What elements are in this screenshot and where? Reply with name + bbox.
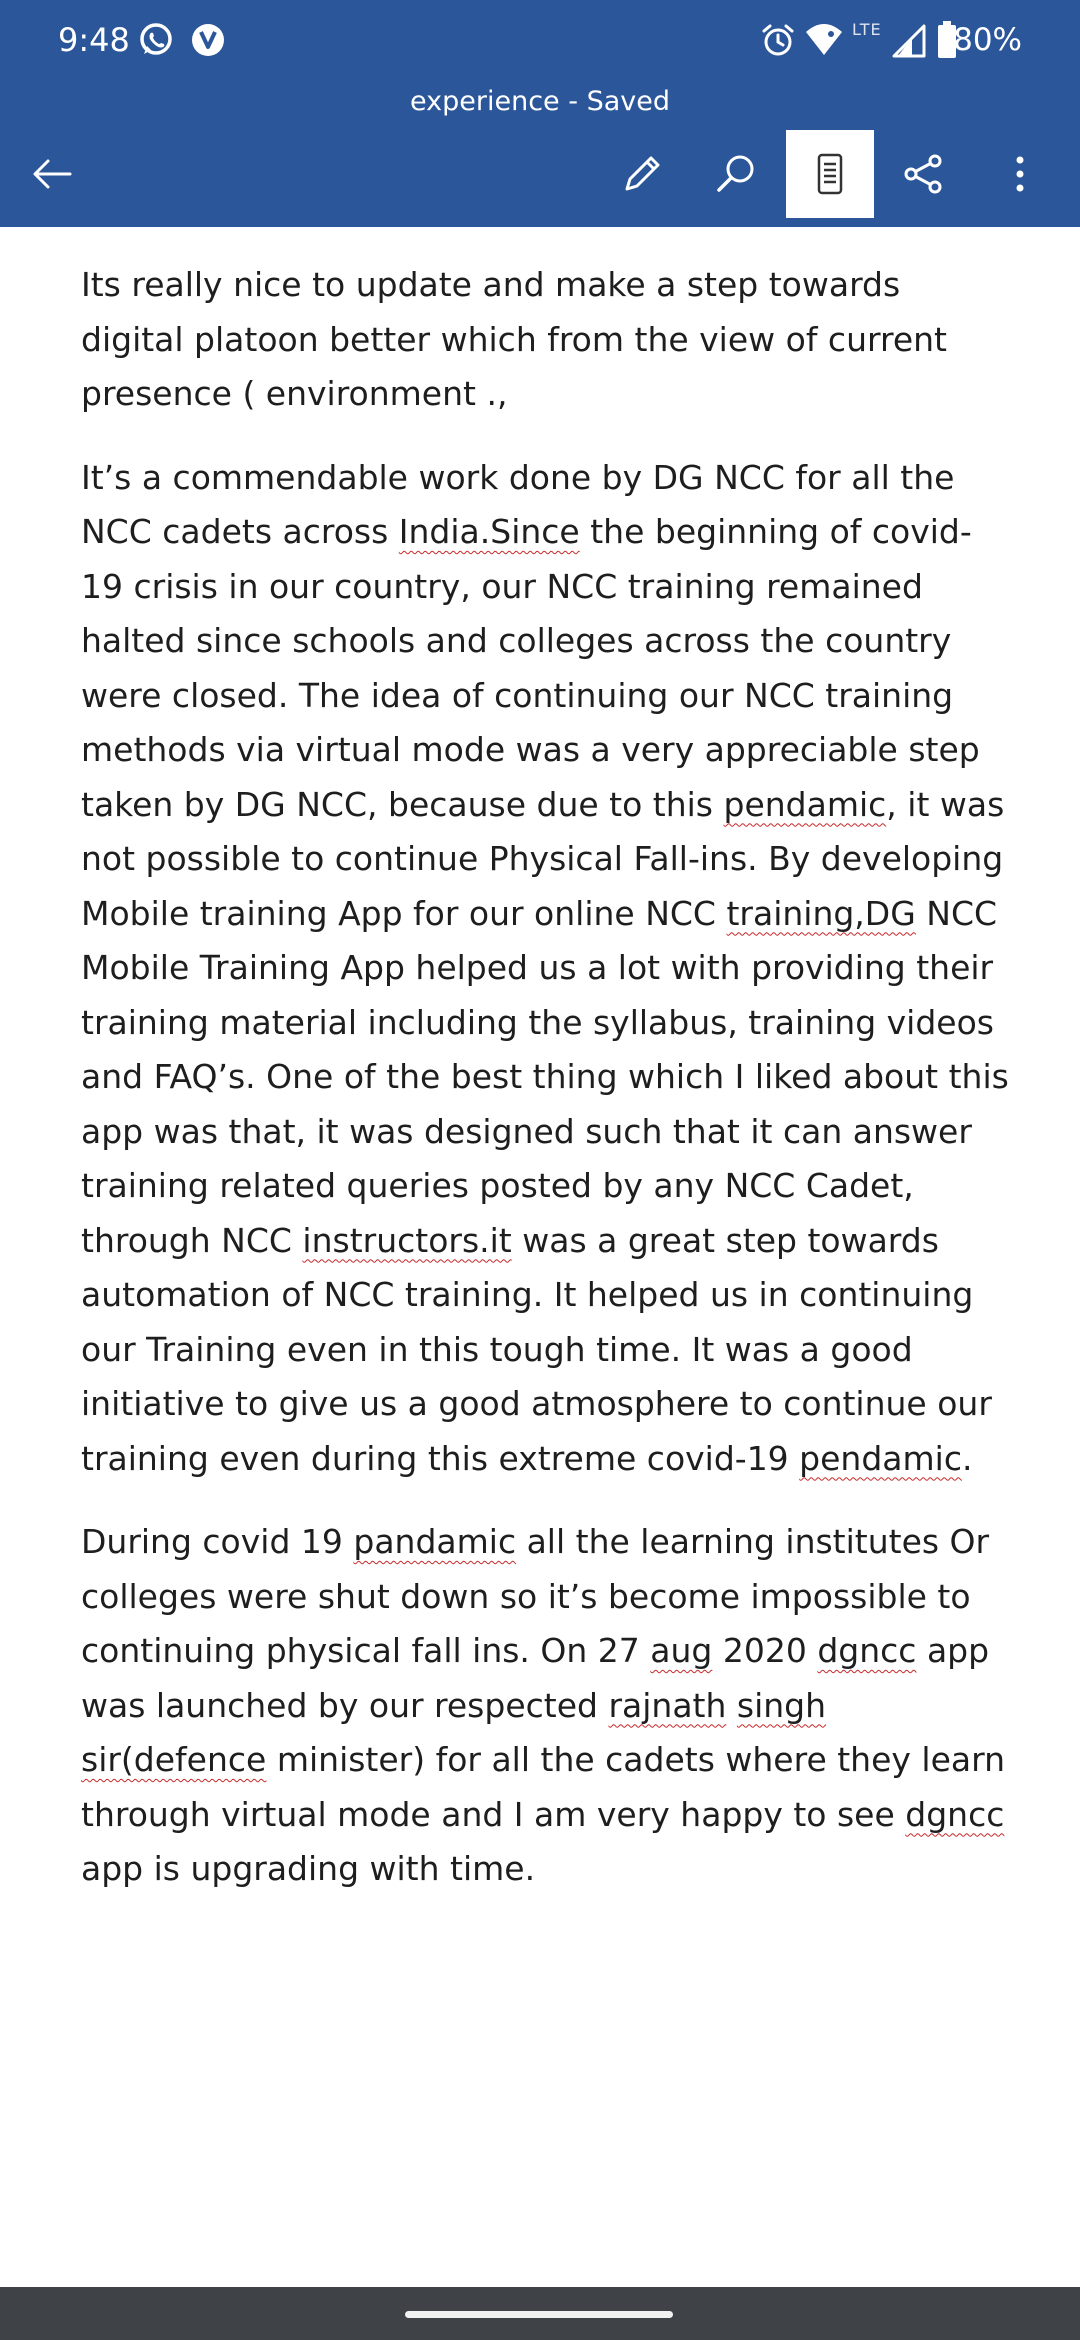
toolbar bbox=[0, 130, 1080, 222]
paragraph-1[interactable] bbox=[81, 258, 1011, 422]
app-header bbox=[0, 0, 1080, 227]
misspelled-word[interactable]: pendamic bbox=[723, 784, 887, 824]
text-run: NCC Mobile Training App helped us a lot with providing their training material including the syllabus, training videos and FAQ’s. One of the best thing which I liked about this app was that, it was designed such that it can answer training related queries posted by any NCC Cadet, through NCC bbox=[81, 893, 1009, 1260]
text-run: It’s a commendable work done by DG NCC for all the NCC cadets across bbox=[81, 457, 955, 551]
misspelled-word[interactable]: dgncc bbox=[817, 1631, 917, 1670]
whatsapp-icon bbox=[136, 20, 176, 60]
misspelled-word[interactable]: pendamic bbox=[799, 1438, 962, 1478]
text-run: app was launched by our respected bbox=[81, 1631, 990, 1725]
text-run: . bbox=[961, 1438, 973, 1478]
misspelled-word[interactable]: training,DG bbox=[726, 893, 916, 933]
text-run bbox=[726, 1686, 737, 1725]
text-run: all the learning institutes Or colleges were shut down so it’s become impossible to continuing physical fall ins. On 27 bbox=[81, 1522, 990, 1670]
misspelled-word[interactable]: aug bbox=[650, 1631, 713, 1670]
pencil-edit-icon bbox=[620, 152, 664, 196]
mobile-view-button[interactable] bbox=[786, 130, 874, 218]
text-run: , it was not possible to continue Physical Fall-ins. By developing Mobile training App for our online NCC bbox=[81, 784, 1005, 933]
document-title: experience - Saved bbox=[410, 86, 670, 117]
battery-percent: 80% bbox=[953, 22, 1022, 58]
status-icons-right bbox=[760, 0, 1080, 80]
system-navigation-bar bbox=[0, 2287, 1080, 2340]
misspelled-word[interactable]: dgncc bbox=[905, 1794, 1005, 1834]
signal-icon bbox=[892, 24, 926, 58]
text-run: Its really nice to update and make a step towards digital platoon better which from the view of current presence ( environment ., bbox=[81, 265, 947, 413]
text-run: was a great step towards automation of NCC training. It helped us in continuing our Training even in this tough time. It was a good initiative to give us a good atmosphere to continue our training even during this extreme covid-19 bbox=[81, 1220, 992, 1478]
text-run: During covid 19 bbox=[81, 1522, 354, 1561]
document-text[interactable] bbox=[81, 258, 1011, 1926]
edit-button[interactable] bbox=[598, 130, 686, 218]
paragraph-2[interactable] bbox=[81, 451, 1011, 1487]
misspelled-word[interactable]: pandamic bbox=[353, 1522, 517, 1561]
text-run: the beginning of covid-19 crisis in our country, our NCC training remained halted since schools and colleges across the country were closed. The idea of continuing our NCC training methods via virtual mode was a very appreciable step taken by DG NCC, because due to this bbox=[81, 512, 980, 824]
misspelled-word[interactable]: India.Since bbox=[398, 512, 580, 551]
text-run: 2020 bbox=[712, 1631, 818, 1670]
wifi-icon bbox=[804, 22, 844, 58]
more-options-button[interactable] bbox=[976, 130, 1064, 218]
network-type-label: LTE bbox=[852, 20, 882, 39]
text-run: minister) for all the cadets where they learn through virtual mode and I am very happy to see bbox=[81, 1740, 1006, 1834]
misspelled-word[interactable]: rajnath bbox=[608, 1685, 727, 1725]
share-button[interactable] bbox=[880, 130, 968, 218]
find-button[interactable] bbox=[692, 130, 780, 218]
mobile-view-icon bbox=[808, 152, 852, 196]
search-icon bbox=[714, 152, 758, 196]
misspelled-word[interactable]: singh bbox=[736, 1685, 827, 1725]
alarm-icon bbox=[760, 22, 796, 58]
home-gesture-handle[interactable] bbox=[405, 2311, 673, 2318]
more-vertical-icon bbox=[998, 152, 1042, 196]
back-button[interactable] bbox=[8, 130, 96, 218]
text-run: app is upgrading with time. bbox=[81, 1849, 536, 1888]
share-icon bbox=[902, 152, 946, 196]
back-arrow-icon bbox=[30, 152, 74, 196]
paragraph-3[interactable] bbox=[81, 1515, 1011, 1897]
document-canvas[interactable] bbox=[0, 227, 1080, 2287]
vpn-shield-icon bbox=[188, 20, 228, 60]
status-time: 9:48 bbox=[58, 21, 130, 59]
misspelled-word[interactable]: instructors.it bbox=[302, 1220, 512, 1260]
misspelled-word[interactable]: sir(defence bbox=[81, 1740, 267, 1779]
status-bar bbox=[0, 0, 1080, 80]
